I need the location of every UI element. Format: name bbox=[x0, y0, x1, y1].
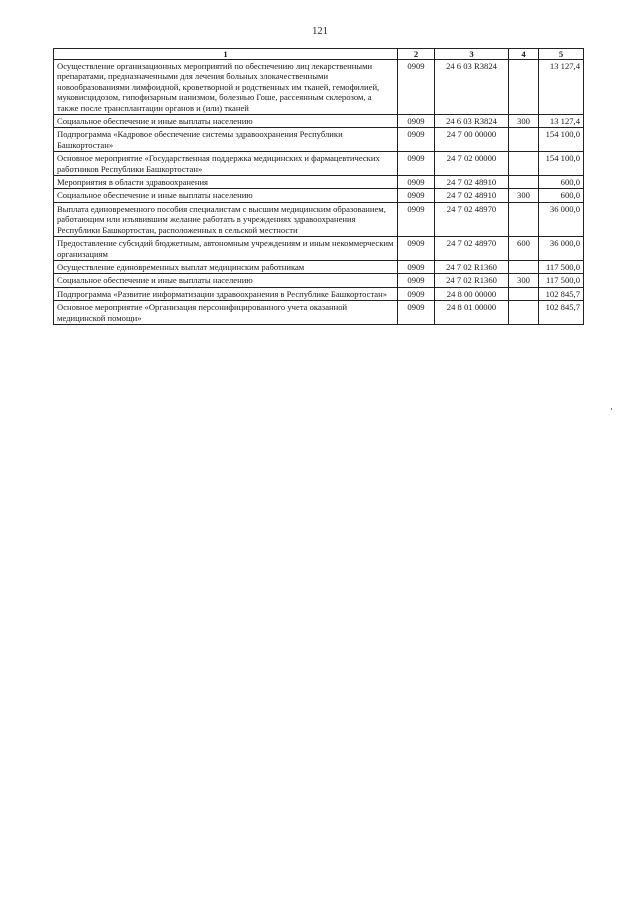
row-target: 24 7 02 48910 bbox=[435, 189, 509, 202]
row-type bbox=[509, 128, 539, 152]
row-section: 0909 bbox=[398, 301, 435, 325]
row-type: 300 bbox=[509, 274, 539, 287]
scan-speck bbox=[611, 408, 612, 410]
row-target: 24 7 02 48970 bbox=[435, 237, 509, 261]
table-row bbox=[54, 115, 584, 128]
row-section: 0909 bbox=[398, 237, 435, 261]
row-target: 24 6 03 R3824 bbox=[435, 60, 509, 115]
row-section: 0909 bbox=[398, 287, 435, 300]
header-cell-section: 2 bbox=[398, 49, 435, 60]
row-type bbox=[509, 202, 539, 236]
row-type bbox=[509, 301, 539, 325]
row-type bbox=[509, 60, 539, 115]
row-section: 0909 bbox=[398, 202, 435, 236]
row-amount: 36 000,0 bbox=[539, 237, 584, 261]
table-row bbox=[54, 274, 584, 287]
row-target: 24 8 00 00000 bbox=[435, 287, 509, 300]
table-row bbox=[54, 128, 584, 152]
row-name: Подпрограмма «Кадровое обеспечение системы здравоохранения Республики Башкортостан» bbox=[54, 128, 398, 152]
row-name: Подпрограмма «Развитие информатизации здравоохранения в Республике Башкортостан» bbox=[54, 287, 398, 300]
table-row bbox=[54, 301, 584, 325]
row-amount: 102 845,7 bbox=[539, 287, 584, 300]
row-target: 24 7 02 R1360 bbox=[435, 274, 509, 287]
row-type bbox=[509, 152, 539, 176]
row-section: 0909 bbox=[398, 176, 435, 189]
row-name: Осуществление единовременных выплат медицинским работникам bbox=[54, 260, 398, 273]
row-target: 24 7 00 00000 bbox=[435, 128, 509, 152]
row-amount: 13 127,4 bbox=[539, 115, 584, 128]
row-target: 24 8 01 00000 bbox=[435, 301, 509, 325]
budget-table bbox=[53, 48, 584, 325]
row-type bbox=[509, 176, 539, 189]
row-type: 300 bbox=[509, 189, 539, 202]
row-amount: 117 500,0 bbox=[539, 274, 584, 287]
row-section: 0909 bbox=[398, 189, 435, 202]
page-number: 121 bbox=[312, 26, 328, 37]
table-row bbox=[54, 189, 584, 202]
table-row bbox=[54, 287, 584, 300]
header-cell-target: 3 bbox=[435, 49, 509, 60]
table-row bbox=[54, 237, 584, 261]
row-name: Социальное обеспечение и иные выплаты населению bbox=[54, 274, 398, 287]
header-row bbox=[54, 49, 584, 60]
row-target: 24 7 02 48970 bbox=[435, 202, 509, 236]
table-row bbox=[54, 202, 584, 236]
row-section: 0909 bbox=[398, 274, 435, 287]
row-amount: 600,0 bbox=[539, 176, 584, 189]
row-amount: 117 500,0 bbox=[539, 260, 584, 273]
row-name: Выплата единовременного пособия специалистам с высшим медицинским образованием, работающим или изъявившим желание работать в учреждениях здравоохранения Республики Башкортостан, расположенных в сельской местности bbox=[54, 202, 398, 236]
table-row bbox=[54, 176, 584, 189]
row-target: 24 7 02 R1360 bbox=[435, 260, 509, 273]
row-type: 600 bbox=[509, 237, 539, 261]
row-section: 0909 bbox=[398, 60, 435, 115]
row-section: 0909 bbox=[398, 152, 435, 176]
row-type bbox=[509, 260, 539, 273]
header-cell-amount: 5 bbox=[539, 49, 584, 60]
row-type bbox=[509, 287, 539, 300]
row-target: 24 7 02 00000 bbox=[435, 152, 509, 176]
header-cell-type: 4 bbox=[509, 49, 539, 60]
row-name: Основное мероприятие «Государственная поддержка медицинских и фармацевтических работников Республики Башкортостан» bbox=[54, 152, 398, 176]
row-name: Мероприятия в области здравоохранения bbox=[54, 176, 398, 189]
row-amount: 36 000,0 bbox=[539, 202, 584, 236]
row-name: Осуществление организационных мероприятий по обеспечению лиц лекарственными препаратами, предназначенными для лечения больных злокачественными новообразованиями лимфоидной, кроветворной и родственных им тканей, гемофилией, муковисцидозом, гипофизарным нанизмом, болезнью Гоше, рассеянным склерозом, а также после трансплантации органов и (или) тканей bbox=[54, 60, 398, 115]
row-target: 24 7 02 48910 bbox=[435, 176, 509, 189]
row-amount: 13 127,4 bbox=[539, 60, 584, 115]
row-section: 0909 bbox=[398, 260, 435, 273]
row-name: Социальное обеспечение и иные выплаты населению bbox=[54, 189, 398, 202]
row-name: Основное мероприятие «Организация персонифицированного учета оказанной медицинской помощи» bbox=[54, 301, 398, 325]
row-section: 0909 bbox=[398, 128, 435, 152]
table-row bbox=[54, 60, 584, 115]
table-row bbox=[54, 260, 584, 273]
table-body bbox=[54, 60, 584, 325]
row-amount: 102 845,7 bbox=[539, 301, 584, 325]
row-name: Социальное обеспечение и иные выплаты населению bbox=[54, 115, 398, 128]
row-amount: 154 100,0 bbox=[539, 152, 584, 176]
row-amount: 154 100,0 bbox=[539, 128, 584, 152]
row-name: Предоставление субсидий бюджетным, автономным учреждениям и иным некоммерческим организациям bbox=[54, 237, 398, 261]
row-type: 300 bbox=[509, 115, 539, 128]
header-cell-name: 1 bbox=[54, 49, 398, 60]
table-row bbox=[54, 152, 584, 176]
row-section: 0909 bbox=[398, 115, 435, 128]
row-target: 24 6 03 R3824 bbox=[435, 115, 509, 128]
row-amount: 600,0 bbox=[539, 189, 584, 202]
